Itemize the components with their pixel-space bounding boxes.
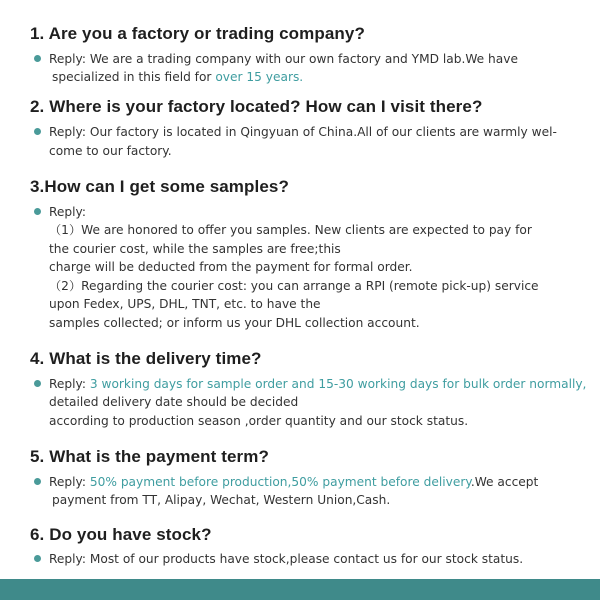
bullet-icon	[34, 208, 41, 215]
faq-reply-3-line-5: （2）Regarding the courier cost: you can arrange a RPI (remote pick-up) service	[49, 279, 539, 293]
bullet-icon	[34, 380, 41, 387]
faq-question-2: 2. Where is your factory located? How can I visit there?	[30, 97, 483, 116]
faq-reply-3-line-1: Reply:	[49, 205, 86, 219]
faq-reply-2-line-2: come to our factory.	[49, 144, 172, 158]
faq-question-4: 4. What is the delivery time?	[30, 349, 262, 368]
faq-reply-1-line-2: specialized in this field for over 15 years.	[52, 70, 304, 84]
faq-reply-4-line-2: detailed delivery date should be decided	[49, 395, 299, 409]
faq-reply-6-line-1: Reply: Most of our products have stock,please contact us for our stock status.	[49, 552, 524, 566]
bottom-accent-bar	[0, 579, 600, 600]
faq-question-6: 6. Do you have stock?	[30, 525, 212, 544]
faq-reply-3-line-4: charge will be deducted from the payment for formal order.	[49, 260, 413, 274]
faq-question-3: 3.How can I get some samples?	[30, 177, 289, 196]
faq-reply-4-line-1: Reply: 3 working days for sample order and 15-30 working days for bulk order normally,	[49, 377, 587, 391]
bullet-icon	[34, 478, 41, 485]
faq-reply-3-line-7: samples collected; or inform us your DHL collection account.	[49, 316, 420, 330]
faq-question-1: 1. Are you a factory or trading company?	[30, 24, 365, 43]
faq-reply-1-line-1: Reply: We are a trading company with our own factory and YMD lab.We have	[49, 52, 518, 66]
bullet-icon	[34, 128, 41, 135]
faq-reply-3-line-6: upon Fedex, UPS, DHL, TNT, etc. to have the	[49, 297, 321, 311]
faq-reply-3-line-2: （1）We are honored to offer you samples. New clients are expected to pay for	[49, 223, 532, 237]
faq-reply-5-line-2: payment from TT, Alipay, Wechat, Western Union,Cash.	[52, 493, 391, 507]
bullet-icon	[34, 55, 41, 62]
faq-reply-4-line-3: according to production season ,order quantity and our stock status.	[49, 414, 469, 428]
faq-question-5: 5. What is the payment term?	[30, 447, 269, 466]
faq-reply-5-line-1: Reply: 50% payment before production,50% payment before delivery.We accept	[49, 475, 539, 489]
bullet-icon	[34, 555, 41, 562]
faq-reply-2-line-1: Reply: Our factory is located in Qingyuan of China.All of our clients are warmly wel-	[49, 125, 557, 139]
faq-reply-3-line-3: the courier cost, while the samples are free;this	[49, 242, 341, 256]
